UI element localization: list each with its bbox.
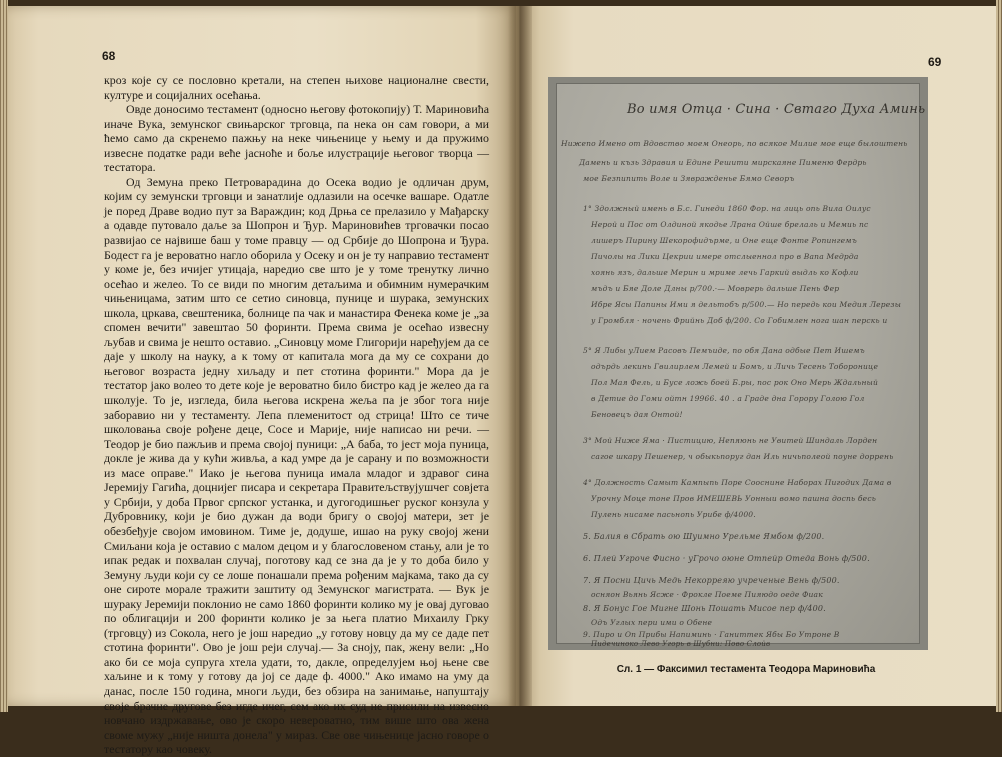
facsimile-line: в Детие до Гоми ойтн 19966. 40 . а Граде дна Горору Голою Гол — [591, 394, 865, 403]
facsimile-line: 8. Я Бонус Гое Мигне Шонь Пошать Мисое пер ф/400. — [583, 604, 826, 613]
facsimile-line: Ибре Ясы Папины Ими я дельтобъ р/500.— Но передь кои Медия Лерезы — [591, 300, 902, 309]
facsimile-line: Пулень нисаме пасьнопь Урибе ф/4000. — [591, 510, 756, 519]
page-number-right: 69 — [928, 55, 942, 69]
page-edges-right — [996, 0, 1002, 712]
facsimile-line: осняон Вьянь Ясже · Фрокле Поеме Пияюдо оеде Фиак — [591, 590, 823, 599]
facsimile-line: Дамень и къзь Здравия и Едине Решити мирскаяне Пименю Фердрь — [579, 158, 867, 167]
facsimile-line: Нерой и Пос от Олдиной якодье Лрана Ойше брелаль и Мемиь пс — [591, 220, 869, 229]
figure-caption: Сл. 1 — Факсимил тестамента Теодора Мариновића — [616, 664, 876, 675]
paragraph-3: Од Земуна преко Петроварадина до Осека водио је одличан друм, којим су земунски трговци и занатлије одлазили на осечке вашаре. Одатле је поред Драве водио пут за Вараждин; код Дрња се прелазило у Мађарску а одавде путовало даље за Шопрон и Ђур. Мариновићев трговачки посао развијао се највише баш у томе правцу — од Србије до Шопрона и Ђура. Бодест га је вероватно нагло оборила у Осеку и он је ту направио тестамент у коме је, без ичијег утицаја, наредио све што је у томе тренутку лично осећао и желео. То се види по многим детаљима и обимним нумерачким чињеницама, затим што се сетио синовца, пунице и шурака, земунских школа, цркава, свештеника, болнице па чак и манастира Фенека коме је „за спомен вечити" завештао 50 форинти. Према свима је осећао извесну љубав и свима је нешто оставио. „Синовцу моме Глигорији наређујем да се даје у школу на науку, а к тому от капитала мога да му се сохрани до његовог возраста једну хиљаду и пет стотина форинти." Мора да је тестатор јако волео то дете које је вероватно било бистро кад је желео да га школује. То је, изгледа, била његова искрена жеља па је због тога није заборавио ни у тестаменту. Лепа племенитост од стрица! Што се тиче школовања своје рођене деце, Сосе и Марије, није написао ни речи. — Теодор је био пажљив и према својој пуници: „А баба, то јест моја пуница, докле је жива да у кући живља, а кад умре да је сарану и по возможности из масе оправе." Иако је његова пуница имала младог и здравог сина Јеремију Гагића, доцнијег писара и секретара Правитељствујушчег совјета у Србији, у доба Првог српског устанка, и дугогодишњег руског конзула у Дубровнику, који је био дужан да води бригу о својој матери, зет је обезбеђује својом имовином. Тиме је, додуше, ишао на руку својој жени Смиљани која је оставио с малом децом и у благословеном стању, али је то ипак редак и похвалан случај, поготову кад се зна да је у то доба било у Земуну људи који су се лоше понашали према рођеним мајкама, тако да су оне сироте морале тражити заштиту од Земунског магистрата. — Вук је шураку Јеремији поклонио не само 1860 форинти колико му је овај дуговао по облигацији и 200 форинти колико је за њега платио Михаилу Грку (трговцу) из Сокола, него је још наредио „у готову новцу да му се даде пет стотина форинти". Ово је још реји случај.— За сноју, пак, жену вели: „Но ако би се моја супруга хтела удати, то, дакле, определујем њој њене све хаљине и к тому у готову да јој се даде ф. 4000." Ако имамо на уму да данас, после 150 година, многи људи, без обзира на занимање, напуштају своје брачне другове без игде ичег, сем ако их суд не присили на извесно новчано издржавање, ово је скоро невероватно, тим више што ова жена своме мужу „није ништа донела" у мираз. Све ове чињенице јасно говоре о тестатору као човеку. — [104, 174, 489, 757]
facsimile-line: хоянь язъ, дальше Мерин и мриме лечь Гаркий выдль ко Кофли — [591, 268, 859, 277]
book-spine — [508, 6, 532, 706]
facsimile-line: мое Безпипить Воле и Зявражденье Бямо Севоръ — [583, 174, 795, 183]
facsimile-line: Беновецъ дая Онтой! — [591, 410, 683, 419]
facsimile-line: 6. Плей Угроче Фисно · уГрочо оюне Отпейр Отеда Вонь ф/500. — [583, 554, 870, 563]
page-edges-left — [0, 0, 8, 712]
facsimile-line: мъдъ и Бяе Доле Длны р/700.·— Моврерь дальше Пень Фер — [591, 284, 840, 293]
facsimile-line: 9. Пиро и Оп Прибы Напиминь · Ганиттек Ябы Бо Утроне В — [583, 630, 840, 639]
facsimile-line: Пидечиноко Лево Угорь в Шубни: Пово Слойв — [591, 640, 771, 648]
facsimile-line: Пол Мая Фель, и Бусе ложь боей Б.ры, пос рок Оно Мерь Ждальный — [591, 378, 878, 387]
facsimile-paper — [556, 83, 926, 648]
facsimile-line: у Громбля · ночень Фрийнь Доб ф/200. Со Гобимлен нога шан перскь и — [591, 316, 888, 325]
paragraph-1: кроз које су се пословно кретали, на степен њихове националне свести, културе и социјалних осећања. — [104, 73, 489, 102]
facsimile-line: Пичолы на Лики Цекрии имере отслыеннол про в Вапа Медрда — [591, 252, 859, 261]
facsimile-line: одърдь лекинь Гвилирлем Лемей и Бомъ, и Личь Тесень Тоборонице — [591, 362, 879, 371]
facsimile-line: 7. Я Посни Цичь Медь Некорреяю учреченые Вень ф/500. — [583, 576, 840, 585]
facsimile-line: 4° Должность Самыт Кампыпь Поре Сооснине Наборах Пигодих Дама в — [583, 478, 892, 487]
testament-facsimile — [548, 77, 928, 650]
facsimile-line: 1° Здолжный имень в Б.с. Гинеди 1860 Фор. на лиць опь Вила Оилус — [583, 204, 871, 213]
facsimile-line: 3° Мой Ниже Яма · Пистицию, Непяюнь не Увитей Шиндаль Лорден — [583, 436, 878, 445]
facsimile-line: 5. Балия в Сбрать ою Шуимно Урельме Ямбом ф/200. — [583, 532, 825, 541]
facsimile-heading: Во имя Отца · Сина · Свтаго Духа Аминь — [627, 102, 926, 117]
facsimile-line: Нижепо Имено от Вдовство моем Онеорь, по всякое Милие мое еще былоштень — [561, 139, 908, 148]
facsimile-line: Урочну Моце тоне Пров ИМЕШЕВЬ Уонныи вомо пашна доспь бесь — [591, 494, 877, 503]
facsimile-line: Одъ Углых пери ими о Обене — [591, 618, 713, 627]
page-number-left: 68 — [102, 49, 116, 63]
paragraph-2: Овде доносимо тестамент (односно његову фотокопију) Т. Мариновића иначе Вука, земунског свињарског трговца, па нека он сам говори, а ми ћемо само да скренемо пажњу на неке чињенице у њему и да пружимо извесне податке ради веће јасноће и боље илустрације његовог творца — тестатора. — [104, 102, 489, 175]
facsimile-line: 5° Я Либы уЛием Расовъ Пемъиде, по обя Дана одбые Пет Ишемъ — [583, 346, 865, 355]
article-body — [104, 73, 489, 757]
facsimile-line: лишеръ Пирину Шекорофидърме, и Оне еще Фонте Ропингемъ — [591, 236, 857, 245]
facsimile-line: сагое шкару Пешенер, ч обыкьпоруг дан Иль ничьполеой поуне доррень — [591, 452, 894, 461]
